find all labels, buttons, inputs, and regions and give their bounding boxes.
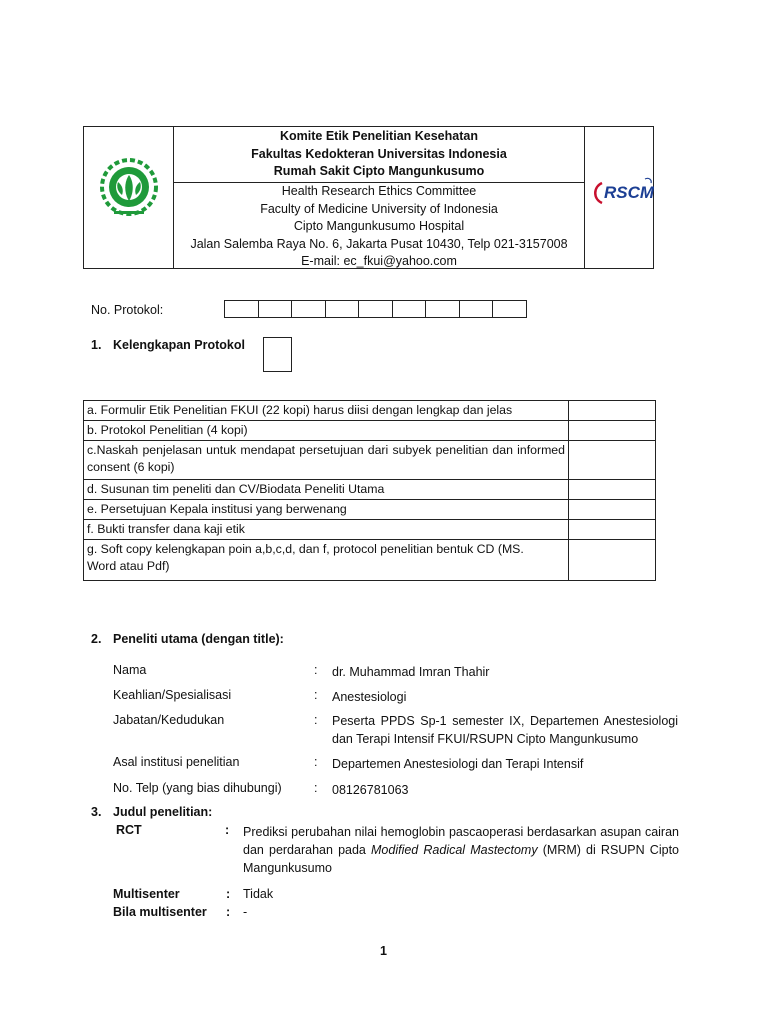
header-box [83,126,654,269]
header-line: Komite Etik Penelitian Kesehatan [280,129,478,143]
page-number: 1 [380,944,387,958]
universitas-indonesia-logo-icon [84,127,174,268]
table-row [84,421,656,441]
kelengkapan-checklist-table [83,400,656,581]
checklist-item-text: d. Susunan tim peneliti dan CV/Biodata Peneliti Utama [84,480,569,500]
section-1-number: 1. [91,338,102,352]
field-colon: : [226,905,231,919]
protokol-digit-box[interactable] [459,300,494,318]
table-row [84,540,656,581]
checklist-mark-cell[interactable] [569,480,656,500]
research-title-part: Prediksi perubahan nilai hemoglobin pascaoperasi berdasarkan asupan cairan dan perdarahan pada [243,825,679,857]
header-line: Cipto Mangunkusumo Hospital [293,219,465,233]
rscm-logo-icon [585,127,654,268]
protokol-label: No. Protokol: [91,303,164,317]
protokol-digit-box[interactable] [392,300,427,318]
protokol-digit-box[interactable] [258,300,293,318]
protokol-digit-box[interactable] [224,300,259,318]
field-label-nama: Nama [113,663,147,677]
checklist-item-text: g. Soft copy kelengkapan poin a,b,c,d, dan f, protocol penelitian bentuk CD (MS. Word atau Pdf) [84,540,569,581]
field-value-jabatan: Peserta PPDS Sp-1 semester IX, Departemen Anestesiologi dan Terapi Intensif FKUI/RSUPN Cipto Mangunkusumo [332,714,678,746]
section-3-title: Judul penelitian: [113,805,213,819]
checklist-item-text: c.Naskah penjelasan untuk mendapat persetujuan dari subyek penelitian dan informed consent (6 kopi) [84,441,569,480]
checklist-mark-cell[interactable] [569,520,656,540]
section-3-number: 3. [91,805,102,819]
header-address: Jalan Salemba Raya No. 6, Jakarta Pusat 10430, Telp 021-3157008 [190,236,568,251]
research-title-value [243,823,679,877]
checklist-mark-cell[interactable] [569,540,656,581]
rct-label: RCT [116,823,142,837]
header-email: E-mail: ec_fkui@yahoo.com [301,254,457,268]
header-line: Faculty of Medicine University of Indonesia [260,201,498,216]
protokol-digit-box[interactable] [492,300,527,318]
checklist-mark-cell[interactable] [569,500,656,520]
section-2-number: 2. [91,632,102,646]
field-label-keahlian: Keahlian/Spesialisasi [113,688,232,702]
rscm-logo-cell [584,127,653,268]
checklist-mark-cell[interactable] [569,421,656,441]
header-line: Health Research Ethics Committee [281,184,477,198]
bila-multisenter-value: - [243,905,248,919]
table-row [84,441,656,480]
section-2-title: Peneliti utama (dengan title): [113,632,284,646]
protokol-digit-box[interactable] [325,300,360,318]
checklist-mark-cell[interactable] [569,401,656,421]
section-1-title: Kelengkapan Protokol [113,338,245,352]
checklist-item-text: b. Protokol Penelitian (4 kopi) [84,421,569,441]
field-value-nama: dr. Muhammad Imran Thahir [332,665,490,679]
protokol-number-grid[interactable] [224,300,527,318]
protokol-digit-box[interactable] [358,300,393,318]
multisenter-label: Multisenter [113,887,180,901]
field-colon: : [314,781,318,795]
header-indonesian-block [174,127,584,183]
protokol-digit-box[interactable] [425,300,460,318]
table-row [84,520,656,540]
protokol-digit-box[interactable] [291,300,326,318]
table-row [84,401,656,421]
field-label-asal-institusi: Asal institusi penelitian [113,755,240,769]
header-line: Fakultas Kedokteran Universitas Indonesia [251,146,507,161]
field-colon: : [314,713,318,727]
rscm-logo-text: RSCM [604,183,654,202]
field-colon: : [314,755,318,769]
field-value-asal-institusi: Departemen Anestesiologi dan Terapi Intensif [332,757,584,771]
field-colon: : [314,688,318,702]
field-value-keahlian: Anestesiologi [332,690,407,704]
header-english-block [174,183,584,268]
bila-multisenter-label: Bila multisenter [113,905,207,919]
field-label-telp: No. Telp (yang bias dihubungi) [113,781,282,795]
research-title-part: (MRM) di RSUPN Cipto Mangunkusumo [243,843,679,875]
checklist-item-text: a. Formulir Etik Penelitian FKUI (22 kopi) harus diisi dengan lengkap dan jelas [84,401,569,421]
checklist-item-text: e. Persetujuan Kepala institusi yang berwenang [84,500,569,520]
ui-logo-cell [84,127,174,268]
field-colon: : [225,823,230,837]
header-line: Rumah Sakit Cipto Mangunkusumo [273,164,485,178]
field-value-telp: 08126781063 [332,783,409,797]
multisenter-value: Tidak [243,887,274,901]
field-colon: : [314,663,318,677]
field-colon: : [226,887,231,901]
field-label-jabatan: Jabatan/Kedudukan [113,713,225,727]
checklist-mark-cell[interactable] [569,441,656,480]
table-row [84,480,656,500]
research-title-italic: Modified Radical Mastectomy [371,843,538,857]
table-row [84,500,656,520]
kelengkapan-checkbox[interactable] [263,337,292,372]
checklist-item-text: f. Bukti transfer dana kaji etik [84,520,569,540]
